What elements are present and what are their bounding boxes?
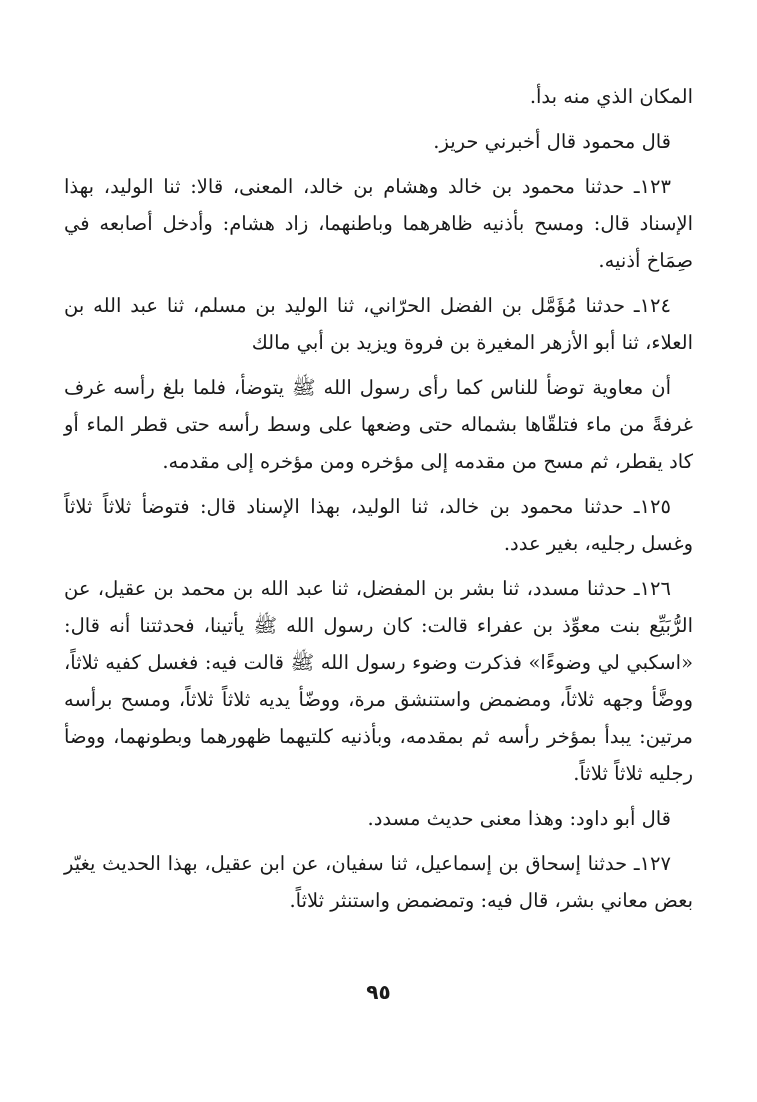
- page-body: [64, 78, 693, 927]
- paragraph-hadith-124-matn: أن معاوية توضأ للناس كما رأى رسول الله ﷺ يتوضأ، فلما بلغ رأسه غرف غرفةً من ماء فتلقّاها بشماله حتى وضعها على وسط رأسه حتى قطر الماء أو كاد يقطر، ثم مسح من مقدمه إلى مؤخره ومن مؤخره إلى مقدمه.: [64, 376, 693, 473]
- paragraph-hadith-123: ١٢٣ـ حدثنا محمود بن خالد وهشام بن خالد، المعنى، قالا: ثنا الوليد، بهذا الإسناد قال: ومسح بأذنيه ظاهرهما وباطنهما، زاد هشام: وأدخل أصابعه في صِمَاخ أذنيه.: [64, 175, 693, 272]
- paragraph-narrator-note: قال محمود قال أخبرني حريز.: [433, 130, 671, 153]
- page-number: ٩٥: [366, 980, 391, 1004]
- paragraph-hadith-127: ١٢٧ـ حدثنا إسحاق بن إسماعيل، ثنا سفيان، عن ابن عقيل، بهذا الحديث يغيّر بعض معاني بشر، قال فيه: وتمضمض واستنثر ثلاثاً.: [64, 852, 693, 912]
- paragraph-continuation: المكان الذي منه بدأ.: [529, 85, 693, 108]
- paragraph-abu-dawud-note: قال أبو داود: وهذا معنى حديث مسدد.: [367, 807, 671, 830]
- paragraph-hadith-124-isnad: ١٢٤ـ حدثنا مُؤَمَّل بن الفضل الحرّاني، ثنا الوليد بن مسلم، ثنا عبد الله بن العلاء، ثنا أبو الأزهر المغيرة بن فروة ويزيد بن أبي مالك: [64, 294, 693, 354]
- paragraph-hadith-126: ١٢٦ـ حدثنا مسدد، ثنا بشر بن المفضل، ثنا عبد الله بن محمد بن عقيل، عن الرُّبَيِّع بنت معوِّذ بن عفراء قالت: كان رسول الله ﷺ يأتينا، فحدثتنا أنه قال: «اسكبي لي وضوءًا» فذكرت وضوء رسول الله ﷺ قالت فيه: فغسل كفيه ثلاثاً، ووضَّأ وجهه ثلاثاً، ومضمض واستنشق مرة، ووضّأ يديه ثلاثاً ثلاثاً، ومسح برأسه مرتين: يبدأ بمؤخر رأسه ثم بمقدمه، وبأذنيه كلتيهما ظهورهما وبطونهما، ووضأ رجليه ثلاثاً ثلاثاً.: [64, 577, 693, 785]
- paragraph-hadith-125: ١٢٥ـ حدثنا محمود بن خالد، ثنا الوليد، بهذا الإسناد قال: فتوضأ ثلاثاً ثلاثاً وغسل رجليه، بغير عدد.: [64, 495, 693, 555]
